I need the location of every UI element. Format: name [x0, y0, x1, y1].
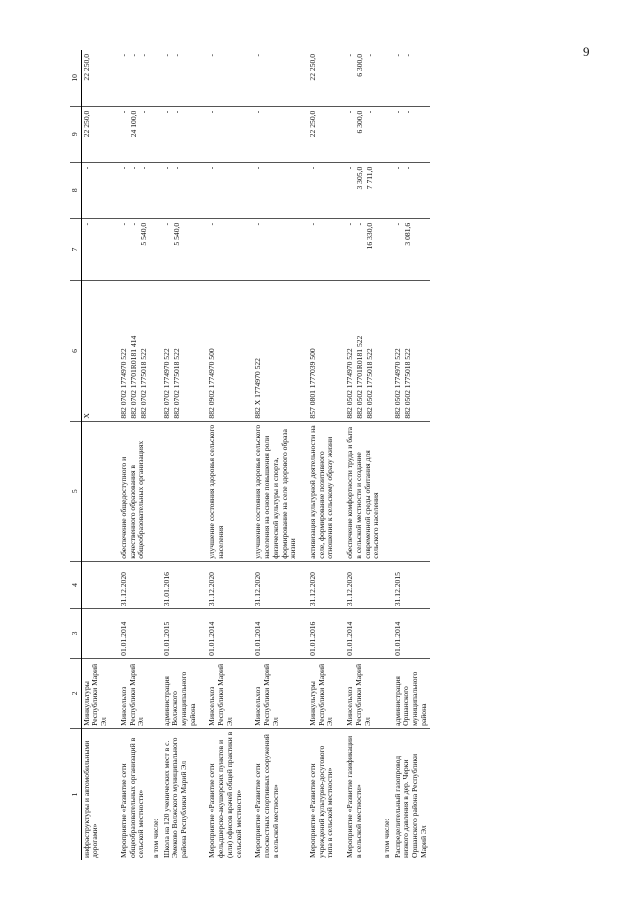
amount-col7: - — [308, 218, 336, 281]
amount-line: - — [365, 110, 375, 114]
amount-line: 5 540,0 — [138, 222, 148, 246]
end-date: 31.12.2020 — [253, 561, 299, 608]
amount-line: - — [392, 110, 402, 114]
budget-code — [345, 281, 382, 421]
amount-line: - — [392, 166, 402, 170]
activity-name: Школа на 120 ученических мест в с. Эмеково Волжского муниципального района Республики Марий Эл — [161, 737, 189, 858]
expected-result — [81, 421, 110, 561]
expected-result: активизация культурной деятельности на селе, формирование позитивного отношения к сельскому образу жизни — [308, 421, 336, 561]
end-date: 31.12.2020 — [207, 561, 244, 608]
expected-result: улучшение состояния здоровья сельского населения на основе повышения роли физической культуры и спорта, формирование на селе здорового образа жизни — [253, 421, 299, 561]
amount-col8 — [162, 162, 199, 218]
header-cell: 4 — [70, 561, 81, 608]
amount-line: - — [345, 54, 355, 57]
table-row — [308, 50, 336, 860]
amount-line: - — [402, 54, 412, 57]
budget-code-line: 882 0502 1775018 522 — [402, 348, 412, 419]
amount-line: - — [402, 166, 412, 170]
amount-col10: 22 250,0 — [308, 50, 336, 106]
table-row — [253, 50, 299, 860]
header-cell: 8 — [70, 162, 81, 218]
header-cell: 10 — [70, 50, 81, 106]
amount-col9 — [393, 106, 430, 162]
amount-col10 — [393, 50, 430, 106]
amount-col7: - — [81, 218, 110, 281]
amount-line: - — [365, 54, 375, 57]
amount-line: - — [128, 166, 138, 170]
amount-line: - — [171, 110, 181, 114]
executor: Минсельхоз Республики Марий Эл — [345, 658, 382, 728]
executor: Минкультуры Республики Марий Эл — [81, 658, 110, 728]
budget-code: 857 0801 1777039 500 — [308, 281, 336, 421]
start-date: 01.01.2014 — [393, 609, 430, 659]
activity-name: Мероприятие «Развитие сети учреждений культурно-досугового типа в сельской местности» — [307, 745, 335, 858]
amount-line: 24 100,0 — [128, 110, 138, 138]
amount-line: 6 300,0 — [355, 54, 365, 77]
subheading: в том числе: — [381, 818, 391, 858]
amount-line: - — [118, 222, 128, 226]
amount-line: - — [128, 54, 138, 57]
header-cell: 6 — [70, 281, 81, 421]
executor: администрация Волжского муниципального района — [162, 658, 199, 728]
amount-col7 — [393, 218, 430, 281]
budget-code — [119, 281, 151, 421]
activity-name: инфраструктуры и автомобильными дорогами» — [81, 740, 100, 858]
amount-line: - — [118, 110, 128, 114]
budget-code-line: 882 0502 1775018 522 — [365, 348, 375, 419]
header-cell: 5 — [70, 421, 81, 561]
amount-line: - — [118, 166, 128, 170]
end-date — [81, 561, 110, 608]
amount-line: 6 300,0 — [355, 110, 365, 134]
end-date: 31.12.2020 — [345, 561, 382, 608]
page-number: 9 — [583, 44, 590, 59]
amount-line: 5 540,0 — [171, 222, 181, 246]
rotated-table-wrapper — [70, 50, 570, 860]
table-row — [382, 50, 393, 860]
amount-col9: - — [207, 106, 244, 162]
amount-line: - — [161, 222, 171, 226]
amount-col10 — [119, 50, 151, 106]
expected-result: улучшение состояния здоровья сельского населения — [207, 421, 244, 561]
amount-col8 — [393, 162, 430, 218]
start-date: 01.01.2014 — [345, 609, 382, 659]
amount-line: - — [128, 222, 138, 226]
amount-line: - — [138, 110, 148, 114]
activity-name: Мероприятие «Развитие сети фельдшерско-акушерских пунктов и (или) офисов врачей общей практики в сельской местности» — [207, 731, 243, 858]
header-cell: 1 — [70, 728, 81, 860]
amount-line: - — [171, 54, 181, 57]
start-date: 01.01.2016 — [308, 609, 336, 659]
budget-code: 882 0902 1774970 500 — [207, 281, 244, 421]
start-date: 01.01.2015 — [162, 609, 199, 659]
budget-code-line: 882 0502 17701R0181 522 — [355, 335, 365, 419]
amount-line: - — [355, 222, 365, 226]
header-cell: 7 — [70, 218, 81, 281]
header-cell: 9 — [70, 106, 81, 162]
table-row — [81, 50, 110, 860]
amount-col7 — [119, 218, 151, 281]
header-cell: 3 — [70, 609, 81, 659]
budget-code-line: 882 0502 1774970 522 — [345, 348, 355, 419]
budget-code-line: 882 0702 1774970 522 — [118, 348, 128, 419]
budget-code — [162, 281, 199, 421]
activity-name: Распределительный газопровод низкого давления в дер. Черки Оршанского района Республики Марий Эл — [392, 753, 428, 858]
expected-result: обеспечение комфортности труда и быта в сельской местности и создание современной среды обитания для сельского населения — [345, 421, 382, 561]
amount-line: - — [392, 54, 402, 57]
end-date: 31.01.2016 — [162, 561, 199, 608]
amount-col10 — [345, 50, 382, 106]
end-date: 31.12.2015 — [393, 561, 430, 608]
end-date: 31.12.2020 — [119, 561, 151, 608]
executor: администрация Оршанского муниципального района — [393, 658, 430, 728]
amount-line: 3 081,6 — [402, 222, 412, 246]
amount-line: - — [118, 54, 128, 57]
amount-col9: - — [253, 106, 299, 162]
amount-line: 3 305,0 — [355, 166, 365, 190]
amount-col10: - — [253, 50, 299, 106]
amount-line: - — [161, 54, 171, 57]
amount-col7 — [162, 218, 199, 281]
amount-line: 7 711,0 — [365, 166, 375, 190]
amount-col7: - — [207, 218, 244, 281]
table-row — [393, 50, 430, 860]
amount-col10 — [162, 50, 199, 106]
header-row — [70, 50, 81, 860]
budget-code-line: 882 0502 1774970 522 — [392, 348, 402, 419]
budget-code-line: 882 0702 1775018 522 — [138, 348, 148, 419]
executor: Минсельхоз Республики Марий Эл — [119, 658, 151, 728]
budget-code — [393, 281, 430, 421]
expected-result — [162, 421, 199, 561]
budget-code: X — [81, 281, 110, 421]
amount-line: - — [402, 110, 412, 114]
amount-col7 — [345, 218, 382, 281]
header-cell: 2 — [70, 658, 81, 728]
expected-result — [393, 421, 430, 561]
subheading: в том числе: — [150, 818, 160, 858]
end-date: 31.12.2020 — [308, 561, 336, 608]
amount-col8: - — [308, 162, 336, 218]
executor: Минкультуры Республики Марий Эл — [308, 658, 336, 728]
budget-code-line: 882 0702 17701R0181 414 — [128, 335, 138, 419]
amount-line: - — [345, 110, 355, 114]
amount-col8 — [119, 162, 151, 218]
amount-col9: 22 250,0 — [81, 106, 110, 162]
start-date: 01.01.2014 — [253, 609, 299, 659]
activity-name: Мероприятие «Развитие сети плоскостных спортивных сооружений в сельской местности» — [253, 734, 280, 858]
program-table — [70, 50, 430, 860]
amount-line: - — [161, 110, 171, 114]
table-row — [119, 50, 151, 860]
amount-line: - — [171, 166, 181, 170]
table-row — [151, 50, 162, 860]
amount-col10: - — [207, 50, 244, 106]
budget-code-line: 882 0702 1774970 522 — [161, 348, 171, 419]
budget-code-line: 882 0702 1775018 522 — [171, 348, 181, 419]
table-row — [207, 50, 244, 860]
amount-line: - — [138, 54, 148, 57]
amount-line: 16 330,0 — [365, 222, 375, 250]
table-row — [162, 50, 199, 860]
start-date: 01.01.2014 — [207, 609, 244, 659]
amount-line: - — [138, 166, 148, 170]
amount-line: - — [345, 222, 355, 226]
expected-result: обеспечение общедоступного и качественного образования в общеобразовательных организациях — [119, 421, 151, 561]
amount-col9 — [345, 106, 382, 162]
amount-line: - — [161, 166, 171, 170]
amount-col9 — [162, 106, 199, 162]
amount-col8: - — [253, 162, 299, 218]
table-row — [345, 50, 382, 860]
amount-col9 — [119, 106, 151, 162]
amount-col8: - — [81, 162, 110, 218]
amount-col10: 22 250,0 — [81, 50, 110, 106]
budget-code: 882 X 1774970 522 — [253, 281, 299, 421]
amount-line: - — [345, 166, 355, 170]
executor: Минсельхоз Республики Марий Эл — [253, 658, 299, 728]
start-date: 01.01.2014 — [119, 609, 151, 659]
activity-name: Мероприятие «Развитие газификации в сельской местности» — [345, 735, 363, 858]
start-date — [81, 609, 110, 659]
amount-col8 — [345, 162, 382, 218]
amount-line: - — [392, 222, 402, 226]
amount-col8: - — [207, 162, 244, 218]
amount-col9: 22 250,0 — [308, 106, 336, 162]
executor: Минсельхоз Республики Марий Эл — [207, 658, 244, 728]
activity-name: Мероприятие «Развитие сети общеобразовательных организаций в сельской местности» — [118, 737, 146, 858]
amount-col7: - — [253, 218, 299, 281]
